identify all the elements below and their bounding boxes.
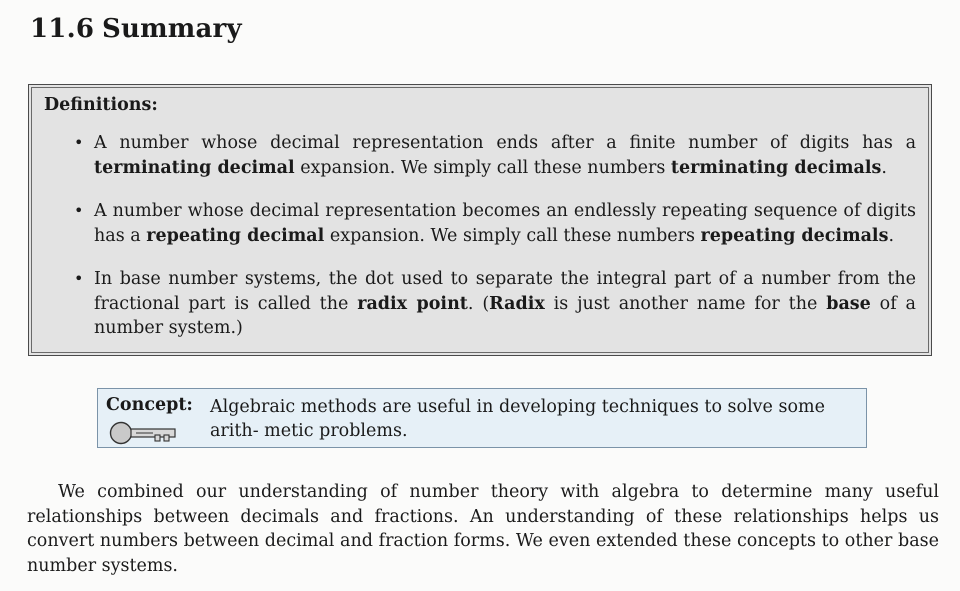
definition-text: of a number system.) — [94, 293, 916, 338]
defined-term: repeating decimal — [146, 225, 325, 246]
section-heading — [30, 14, 242, 44]
defined-term: terminating decimal — [94, 157, 295, 178]
defined-term: radix point — [357, 293, 468, 314]
definition-text: . — [881, 157, 887, 178]
summary-paragraph: We combined our understanding of number theory with algebra to determine many useful relationships between decimals and fractions. An understanding of these relationships helps us convert numbers between decimal and fraction forms. We even extended these concepts to other base number systems. — [27, 482, 939, 576]
definitions-inner — [31, 87, 929, 353]
definition-text: A number whose decimal representation becomes an endlessly repeating sequence of digits has a — [94, 201, 916, 246]
definition-item — [44, 199, 916, 248]
bullet-icon: • — [74, 201, 84, 220]
concept-label: Concept: — [106, 395, 193, 415]
definitions-box — [28, 84, 932, 356]
definition-text: A number whose decimal representation ends after a finite number of digits has a — [94, 133, 916, 153]
section-number: 11.6 — [30, 14, 95, 44]
definition-text: In base number systems, the dot used to separate the integral part of a number from the fractional part is called the — [94, 269, 916, 314]
defined-term: Radix — [489, 293, 545, 314]
key-icon — [109, 420, 177, 446]
definition-text: is just another name for the — [544, 293, 827, 314]
definition-text: . ( — [467, 293, 490, 314]
concept-text: Algebraic methods are useful in developing techniques to solve some arith- metic problems. — [210, 397, 825, 441]
bullet-icon: • — [74, 133, 84, 152]
defined-term: terminating decimals — [670, 157, 882, 178]
definition-item — [44, 267, 916, 341]
definition-text: . — [888, 225, 895, 246]
definition-text: expansion. We simply call these numbers — [294, 157, 671, 178]
defined-term: base — [826, 293, 871, 314]
definition-text: expansion. We simply call these numbers — [324, 225, 701, 246]
concept-box — [97, 388, 867, 448]
definition-item — [44, 131, 916, 180]
bullet-icon: • — [74, 269, 84, 288]
definitions-title: Definitions: — [44, 95, 158, 115]
definitions-list — [44, 131, 916, 341]
section-title: Summary — [102, 14, 242, 44]
defined-term: repeating decimals — [700, 225, 889, 246]
